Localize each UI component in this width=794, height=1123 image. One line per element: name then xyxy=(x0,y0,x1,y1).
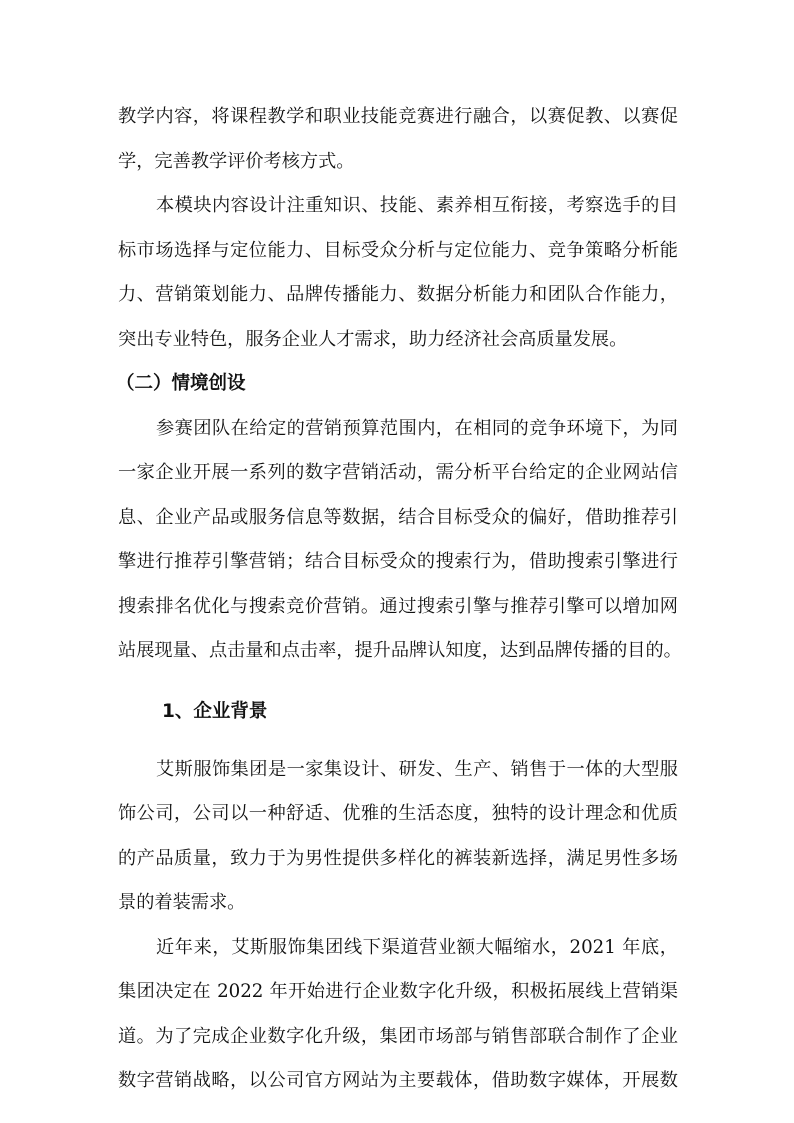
text-line: 数字营销战略，以公司官方网站为主要载体，借助数字媒体，开展数 xyxy=(118,1070,678,1091)
section-heading: （二）情境创设 xyxy=(116,373,246,394)
paragraph xyxy=(118,748,678,926)
text-line: 道。为了完成企业数字化升级，集团市场部与销售部联合制作了企业 xyxy=(118,1025,678,1047)
text-line: 标市场选择与定位能力、目标受众分析与定位能力、竞争策略分析能 xyxy=(118,239,678,261)
text-line: 站展现量、点击量和点击率，提升品牌认知度，达到品牌传播的目的。 xyxy=(118,640,682,661)
text-line: 教学内容，将课程教学和职业技能竞赛进行融合，以赛促教、以赛促 xyxy=(118,106,678,127)
paragraph xyxy=(118,926,678,1104)
subsection-heading: 1、企业背景 xyxy=(162,700,268,722)
text-line: 景的着装需求。 xyxy=(118,892,246,913)
text-line: 一家企业开展一系列的数字营销活动，需分析平台给定的企业网站信 xyxy=(118,462,678,483)
text-line: 搜索排名优化与搜索竞价营销。通过搜索引擎与推荐引擎可以增加网 xyxy=(118,595,678,617)
document-body xyxy=(116,95,682,1104)
paragraph xyxy=(118,407,682,674)
text-line: 集团决定在 2022 年开始进行企业数字化升级，积极拓展线上营销渠 xyxy=(118,981,678,1002)
text-line: 饰公司，公司以一种舒适、优雅的生活态度，独特的设计理念和优质 xyxy=(118,803,678,824)
text-line: 艾斯服饰集团是一家集设计、研发、生产、销售于一体的大型服 xyxy=(156,758,678,780)
text-line: 擎进行推荐引擎营销；结合目标受众的搜索行为，借助搜索引擎进行 xyxy=(118,551,678,572)
text-line: 参赛团队在给定的营销预算范围内，在相同的竞争环境下，为同 xyxy=(156,417,678,439)
text-line: 突出专业特色，服务企业人才需求，助力经济社会高质量发展。 xyxy=(118,328,628,350)
text-line: 本模块内容设计注重知识、技能、素养相互衔接，考察选手的目 xyxy=(156,195,678,216)
paragraph xyxy=(118,95,678,184)
paragraph xyxy=(118,184,678,362)
text-line: 息、企业产品或服务信息等数据，结合目标受众的偏好，借助推荐引 xyxy=(118,506,678,528)
text-line: 力、营销策划能力、品牌传播能力、数据分析能力和团队合作能力， xyxy=(118,284,678,305)
text-line: 的产品质量，致力于为男性提供多样化的裤装新选择，满足男性多场 xyxy=(118,847,678,869)
text-line: 学，完善教学评价考核方式。 xyxy=(118,150,355,172)
text-line: 近年来，艾斯服饰集团线下渠道营业额大幅缩水，2021 年底， xyxy=(156,936,678,958)
